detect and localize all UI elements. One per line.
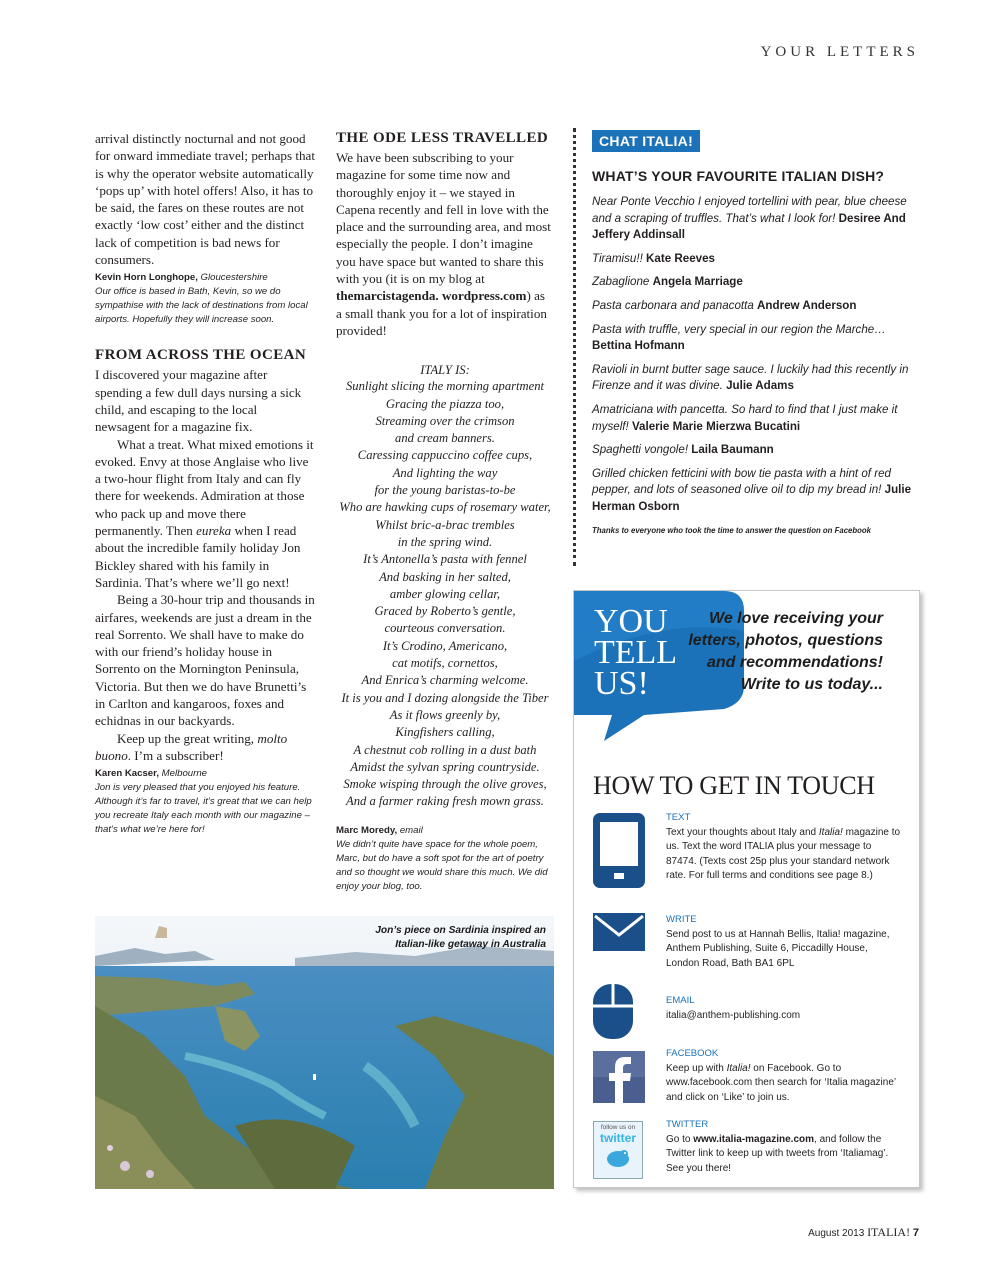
paragraph (95, 436, 315, 592)
poem (336, 378, 554, 810)
text-run: What a treat. What mixed emotions it evoked. Envy at those Anglaise who live a two-hour flight from Italy and can fly there for weekends. Admiration at those who pack up and move there permanently. Then (95, 436, 314, 539)
page-footer (808, 1225, 919, 1240)
chat-entry (592, 322, 922, 355)
chat-thanks: Thanks to everyone who took the time to answer the question on Facebook (592, 525, 871, 535)
signature-location: email (399, 824, 423, 836)
heading-from-across-the-ocean: FROM ACROSS THE OCEAN (95, 347, 307, 364)
chat-italia-badge: CHAT ITALIA! (592, 130, 700, 152)
column-1 (95, 130, 315, 837)
poem-line: in the spring wind. (397, 534, 493, 549)
poem-line: Who are hawking cups of rosemary water, (339, 500, 551, 515)
chat-author: Valerie Marie Mierzwa Bucatini (631, 419, 801, 433)
poem-line: Amidst the sylvan spring countryside. (350, 759, 540, 774)
signature-kevin (95, 272, 315, 283)
chat-entry (592, 274, 922, 291)
follow-us-text: follow us on (600, 1124, 636, 1131)
contact-text (666, 811, 901, 884)
chat-entry (592, 442, 922, 459)
chat-dish: Zabaglione (592, 275, 650, 289)
we-love-text: We love receiving your letters, photos, questions and recommendations! Write to us today... (688, 610, 883, 693)
contact-twitter (666, 1118, 901, 1176)
chat-entry (592, 402, 922, 435)
poem-line: And basking in her salted, (379, 569, 511, 584)
editor-reply-3: We didn’t quite have space for the whole poem, Marc, but do have a soft spot for the art of poetry and so thought we would share this much. We did enjoy your blog, too. (336, 838, 548, 892)
poem-line: It’s Crodino, Americano, (382, 638, 508, 653)
chat-dish: Spaghetti vongole! (592, 443, 689, 457)
chat-question: WHAT’S YOUR FAVOURITE ITALIAN DISH? (592, 168, 885, 184)
mouse-icon (593, 984, 633, 1039)
sardinia-photo (95, 916, 554, 1189)
chat-author: Laila Baumann (691, 443, 774, 457)
twitter-logo-text: twitter (600, 1131, 636, 1145)
signature-location: Gloucestershire (200, 272, 268, 284)
twitter-badge (593, 1121, 643, 1179)
chat-dish: Amatriciana with pancetta. So hard to find that I just make it myself! (592, 402, 898, 433)
editor-reply-2: Jon is very pleased that you enjoyed his feature. Although it’s far to travel, it’s great that we can help you recreate Italy each month with our magazine – that’s what we’re here for! (95, 782, 312, 836)
chat-entry (592, 298, 922, 315)
photo-caption: Jon’s piece on Sardinia inspired an Italian-like getaway in Australia (375, 925, 546, 950)
text-run-italic: eureka (196, 523, 232, 539)
chat-dish: Pasta with truffle, very special in our region the Marche… (592, 322, 886, 336)
contact-label-text: TEXT (666, 812, 691, 823)
chat-author: Kate Reeves (646, 251, 715, 265)
paragraph (95, 730, 315, 765)
page-number: 7 (912, 1227, 919, 1239)
poem-line: Gracing the piazza too, (385, 396, 505, 411)
chat-author: Julie Herman Osborn (592, 483, 912, 513)
you-tell-us (594, 603, 678, 702)
text-run: Go to (666, 1133, 691, 1145)
letter-continuation: arrival distinctly nocturnal and not good for onward immediate travel; perhaps that is why the operator website automatically ‘pops up’ with hotel offers! Also, it has to be said, the fares on these routes are not exactly ‘low cost’ either and the distinct lack of competition is bad news for consumers. (95, 131, 315, 268)
email-address[interactable]: italia@anthem-publishing.com (666, 1009, 801, 1021)
issue-date: August 2013 (808, 1228, 865, 1239)
signature-name: Marc Moredy, (336, 824, 398, 836)
poem-line: Kingfishers calling, (395, 725, 495, 740)
chat-italia-section (592, 130, 922, 535)
signature-karen (95, 768, 315, 779)
envelope-icon (593, 913, 645, 951)
text-run-italic: molto buono (95, 730, 288, 763)
chat-entry (592, 362, 922, 395)
you-tell-line: TELL (594, 634, 678, 671)
contact-label-twitter: TWITTER (666, 1119, 709, 1130)
text-run: Keep up with (666, 1062, 724, 1074)
text-run: magazine to us. Text the word ITALIA plus your message to 87474. (Texts cost 25p plus your standard network rate. For full terms and conditions see page 8.) (666, 826, 901, 882)
poem-line: As it flows greenly by, (389, 707, 501, 722)
how-to-get-in-touch: HOW TO GET IN TOUCH (593, 771, 875, 800)
contact-facebook (666, 1047, 901, 1105)
text-run: , and follow the Twitter link to keep up with tweets from ‘Italiamag’. See you there! (666, 1133, 889, 1174)
website-link[interactable]: www.italia-magazine.com (693, 1133, 815, 1145)
poem-line: cat motifs, cornettos, (392, 656, 498, 671)
chat-dish: Near Ponte Vecchio I enjoyed tortellini with pear, blue cheese and a scraping of truffles. That’s what I look for! (592, 195, 907, 225)
poem-line: amber glowing cellar, (389, 586, 501, 601)
text-run: on Facebook. Go to www.facebook.com then search for ‘Italia magazine’ and click on ‘Like’ to join us. (666, 1062, 896, 1103)
poem-line: for the young baristas-to-be (374, 483, 516, 498)
contact-box (573, 590, 920, 1188)
signature-marc (336, 825, 554, 836)
chat-dish: Grilled chicken fetticini with bow tie pasta with a hint of red pepper, and lots of seasoned olive oil to dip my bread in! (592, 466, 892, 497)
text-run: Send post to us at Hannah Bellis, Italia! magazine, Anthem Publishing, Suite 6, Piccadilly House, London Road, Bath BA1 6PL (666, 928, 890, 969)
text-run-italic: Italia! (818, 826, 843, 838)
column-divider (573, 128, 576, 566)
poem-line: Graced by Roberto’s gentle, (374, 604, 516, 619)
you-tell-line: YOU (594, 603, 668, 640)
poem-line: Sunlight slicing the morning apartment (346, 379, 544, 394)
chat-entries (592, 194, 922, 516)
signature-name: Kevin Horn Longhope, (95, 272, 198, 284)
heading-ode-less-travelled: THE ODE LESS TRAVELLED (336, 130, 549, 146)
you-tell-line: US! (594, 665, 649, 702)
contact-label-write: WRITE (666, 914, 697, 925)
column-2 (336, 130, 554, 894)
poem-line: And a farmer raking fresh mown grass. (346, 794, 544, 809)
text-run: Keep up the great writing, (117, 730, 255, 746)
poem-line: It’s Antonella’s pasta with fennel (363, 552, 527, 567)
chat-entry (592, 251, 922, 268)
contact-label-email: EMAIL (666, 995, 695, 1006)
poem-line: and cream banners. (395, 431, 495, 446)
poem-line: A chestnut cob rolling in a dust bath (353, 742, 537, 757)
signature-name: Karen Kacser, (95, 768, 159, 780)
poem-line: Whilst bric-a-brac trembles (375, 517, 515, 532)
chat-entry (592, 194, 922, 244)
contact-label-facebook: FACEBOOK (666, 1048, 719, 1059)
chat-author: Andrew Anderson (757, 298, 857, 312)
text-run: ) as a small thank you for a lot of inspiration provided! (336, 288, 547, 338)
text-run: when I read about the incredible family holiday Jon Bickley shared with his family in Sardinia. That’s where we’ll go next! (95, 523, 301, 590)
chat-author: Julie Adams (726, 379, 794, 393)
contact-email (666, 994, 901, 1023)
contact-write (666, 913, 901, 971)
poem-line: It is you and I dozing alongside the Tiber (341, 690, 549, 705)
letter-karen (95, 366, 315, 764)
section-label: YOUR LETTERS (760, 44, 919, 60)
text-run: . I’m a subscriber! (127, 747, 224, 763)
signature-location: Melbourne (161, 768, 208, 780)
magazine-brand: ITALIA! (867, 1225, 911, 1239)
poem-line: Smoke wisping through the olive groves, (343, 777, 547, 792)
poem-line: courteous conversation. (384, 621, 506, 636)
editor-reply-1: Our office is based in Bath, Kevin, so we do sympathise with the lack of destinations from local airports. Hopefully they will increase soon. (95, 286, 308, 326)
poem-line: And Enrica’s charming welcome. (361, 673, 529, 688)
letter-marc (336, 149, 554, 339)
poem-line: Streaming over the crimson (375, 413, 515, 428)
blog-link[interactable]: themarcistagenda. wordpress.com (336, 288, 527, 304)
facebook-icon (593, 1051, 645, 1103)
chat-author: Angela Marriage (652, 275, 743, 289)
text-run: Text your thoughts about Italy and (666, 826, 817, 838)
twitter-bird-icon (602, 1145, 634, 1169)
text-run: We have been subscribing to your magazine for some time now and thoroughly enjoy it – we stayed in Capena recently and fell in love with the place and the surrounding area, and most especially the people. I don’t imagine you have space but wanted to share this with you (it is on my blog at (336, 150, 551, 287)
phone-icon (593, 813, 645, 888)
chat-dish: Pasta carbonara and panacotta (592, 298, 754, 312)
text-run-italic: Italia! (726, 1062, 751, 1074)
coastline-illustration (95, 916, 554, 1189)
paragraph: I discovered your magazine after spending a few dull days nursing a sick child, and escaping to the local newsagent for a magazine fix. (95, 367, 302, 435)
poem-title: ITALY IS: (420, 363, 470, 378)
chat-entry (592, 466, 922, 516)
chat-dish: Tiramisu!! (592, 251, 643, 265)
chat-author: Bettina Hofmann (592, 339, 685, 353)
paragraph: Being a 30-hour trip and thousands in airfares, weekends are just a dream in the real Sorrento. We shall have to make do with our friend’s holiday house in Sorrento on the Mornington Peninsula, Victoria. But then we do have Brunetti’s in Carlton and kangaroos, foxes and echidnas in our backyards. (95, 592, 315, 729)
poem-line: Caressing cappuccino coffee cups, (357, 448, 533, 463)
chat-author: Desiree And Jeffery Addinsall (592, 211, 906, 242)
poem-line: And lighting the way (392, 465, 498, 480)
chat-dish: Ravioli in burnt butter sage sauce. I luckily had this recently in Firenze and it was divine. (592, 362, 909, 393)
